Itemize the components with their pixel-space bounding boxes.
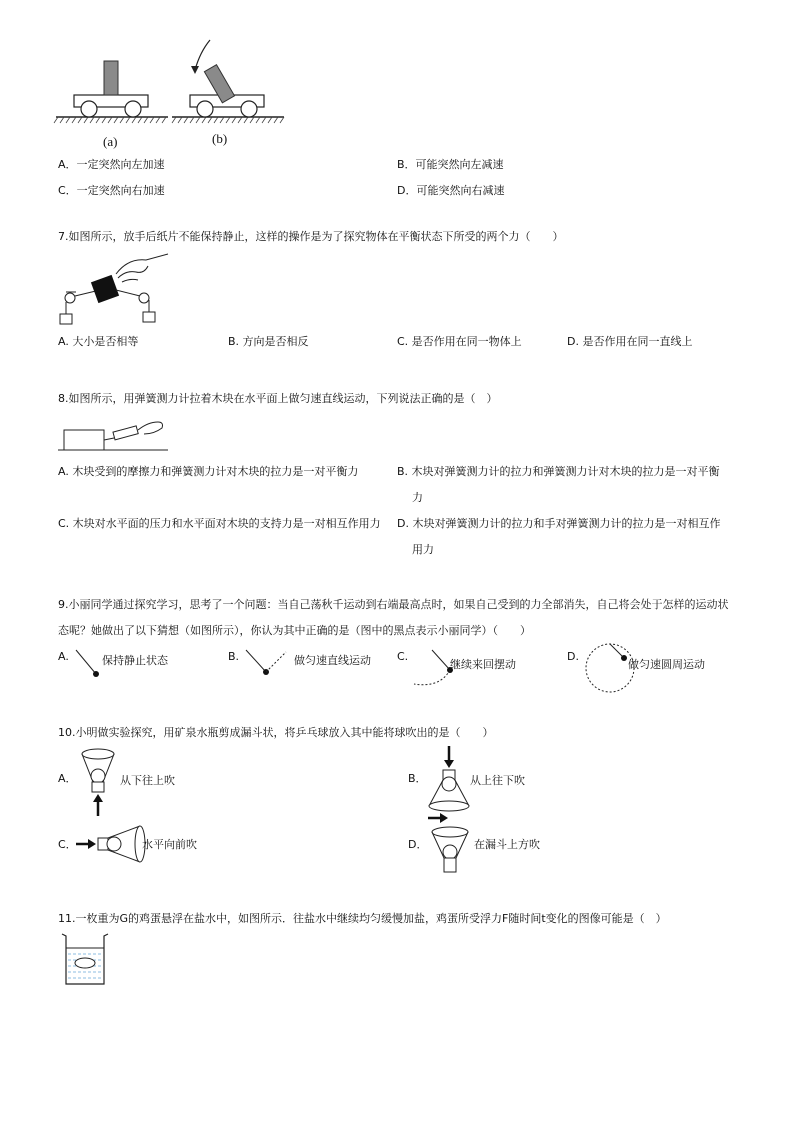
q9-option-a-letter[interactable]: A. <box>58 650 69 663</box>
q6-option-d[interactable]: D．可能突然向右减速 <box>397 184 505 197</box>
q8-stem: 8.如图所示，用弹簧测力计拉着木块在水平面上做匀速直线运动，下列说法正确的是（ ） <box>58 392 498 405</box>
q6-option-c[interactable]: C．一定突然向右加速 <box>58 184 165 197</box>
q7-option-b[interactable]: B. 方向是否相反 <box>228 335 309 348</box>
q9-stem-line2: 态呢？她做出了以下猜想（如图所示），你认为其中正确的是（图中的黑点表示小丽同学）（ ） <box>58 624 531 637</box>
q8-option-a[interactable]: A. 木块受到的摩擦力和弹簧测力计对木块的拉力是一对平衡力 <box>58 465 359 478</box>
q9-option-a-text: 保持静止状态 <box>102 654 168 667</box>
q10-option-b-text: 从上往下吹 <box>470 774 525 787</box>
q10-stem: 10.小明做实验探究，用矿泉水瓶剪成漏斗状，将乒乓球放入其中能将球吹出的是（ ） <box>58 726 494 739</box>
q11-stem: 11.一枚重为G的鸡蛋悬浮在盐水中，如图所示．往盐水中继续均匀缓慢加盐，鸡蛋所受浮力F随时间t变化的图像可能是（ ） <box>58 912 667 925</box>
q8-option-d-cont: 用力 <box>412 543 434 556</box>
q8-option-b-cont: 力 <box>412 491 423 504</box>
q8-option-b[interactable]: B. 木块对弹簧测力计的拉力和弹簧测力计对木块的拉力是一对平衡 <box>397 465 720 478</box>
q9-option-c-text: 继续来回摆动 <box>450 658 516 671</box>
q9-stem-line1: 9.小丽同学通过探究学习，思考了一个问题：当自己荡秋千运动到右端最高点时，如果自己受到的力全部消失，自己将会处于怎样的运动状 <box>58 598 729 611</box>
q10-option-d-text: 在漏斗上方吹 <box>474 838 540 851</box>
q6-label-b: (b) <box>212 131 228 146</box>
q6-cart-figure <box>0 0 794 130</box>
q9-figure-b <box>242 646 292 686</box>
q7-option-c[interactable]: C. 是否作用在同一物体上 <box>397 335 522 348</box>
q10-option-a-text: 从下往上吹 <box>120 774 175 787</box>
q10-option-c-letter[interactable]: C． <box>58 838 77 851</box>
q7-paper-pulley-figure <box>56 250 176 330</box>
q7-option-a[interactable]: A. 大小是否相等 <box>58 335 139 348</box>
q6-option-a[interactable]: A．一定突然向左加速 <box>58 158 165 171</box>
q9-option-b-letter[interactable]: B. <box>228 650 240 663</box>
q10-option-c-text: 水平向前吹 <box>142 838 197 851</box>
q6-option-b[interactable]: B．可能突然向左减速 <box>397 158 504 171</box>
q10-option-d-letter[interactable]: D． <box>408 838 428 851</box>
q10-option-a-letter[interactable]: A． <box>58 772 77 785</box>
q10-option-b-letter[interactable]: B． <box>408 772 427 785</box>
q7-option-d[interactable]: D. 是否作用在同一直线上 <box>567 335 693 348</box>
q9-option-b-text: 做匀速直线运动 <box>294 654 371 667</box>
q7-stem: 7.如图所示，放手后纸片不能保持静止，这样的操作是为了探究物体在平衡状态下所受的两个力（ ） <box>58 230 564 243</box>
q9-option-d-letter[interactable]: D. <box>567 650 579 663</box>
q9-option-d-text: 做匀速圆周运动 <box>628 658 705 671</box>
q11-beaker-egg-figure <box>56 928 116 988</box>
q10-figure-b <box>425 746 475 820</box>
q6-label-a: (a) <box>103 134 118 149</box>
q8-spring-scale-figure <box>58 412 178 452</box>
q9-option-c-letter[interactable]: C. <box>397 650 409 663</box>
q8-option-d[interactable]: D. 木块对弹簧测力计的拉力和手对弹簧测力计的拉力是一对相互作 <box>397 517 721 530</box>
q10-figure-a <box>80 746 120 820</box>
q8-option-c[interactable]: C. 木块对水平面的压力和水平面对木块的支持力是一对相互作用力 <box>58 517 381 530</box>
